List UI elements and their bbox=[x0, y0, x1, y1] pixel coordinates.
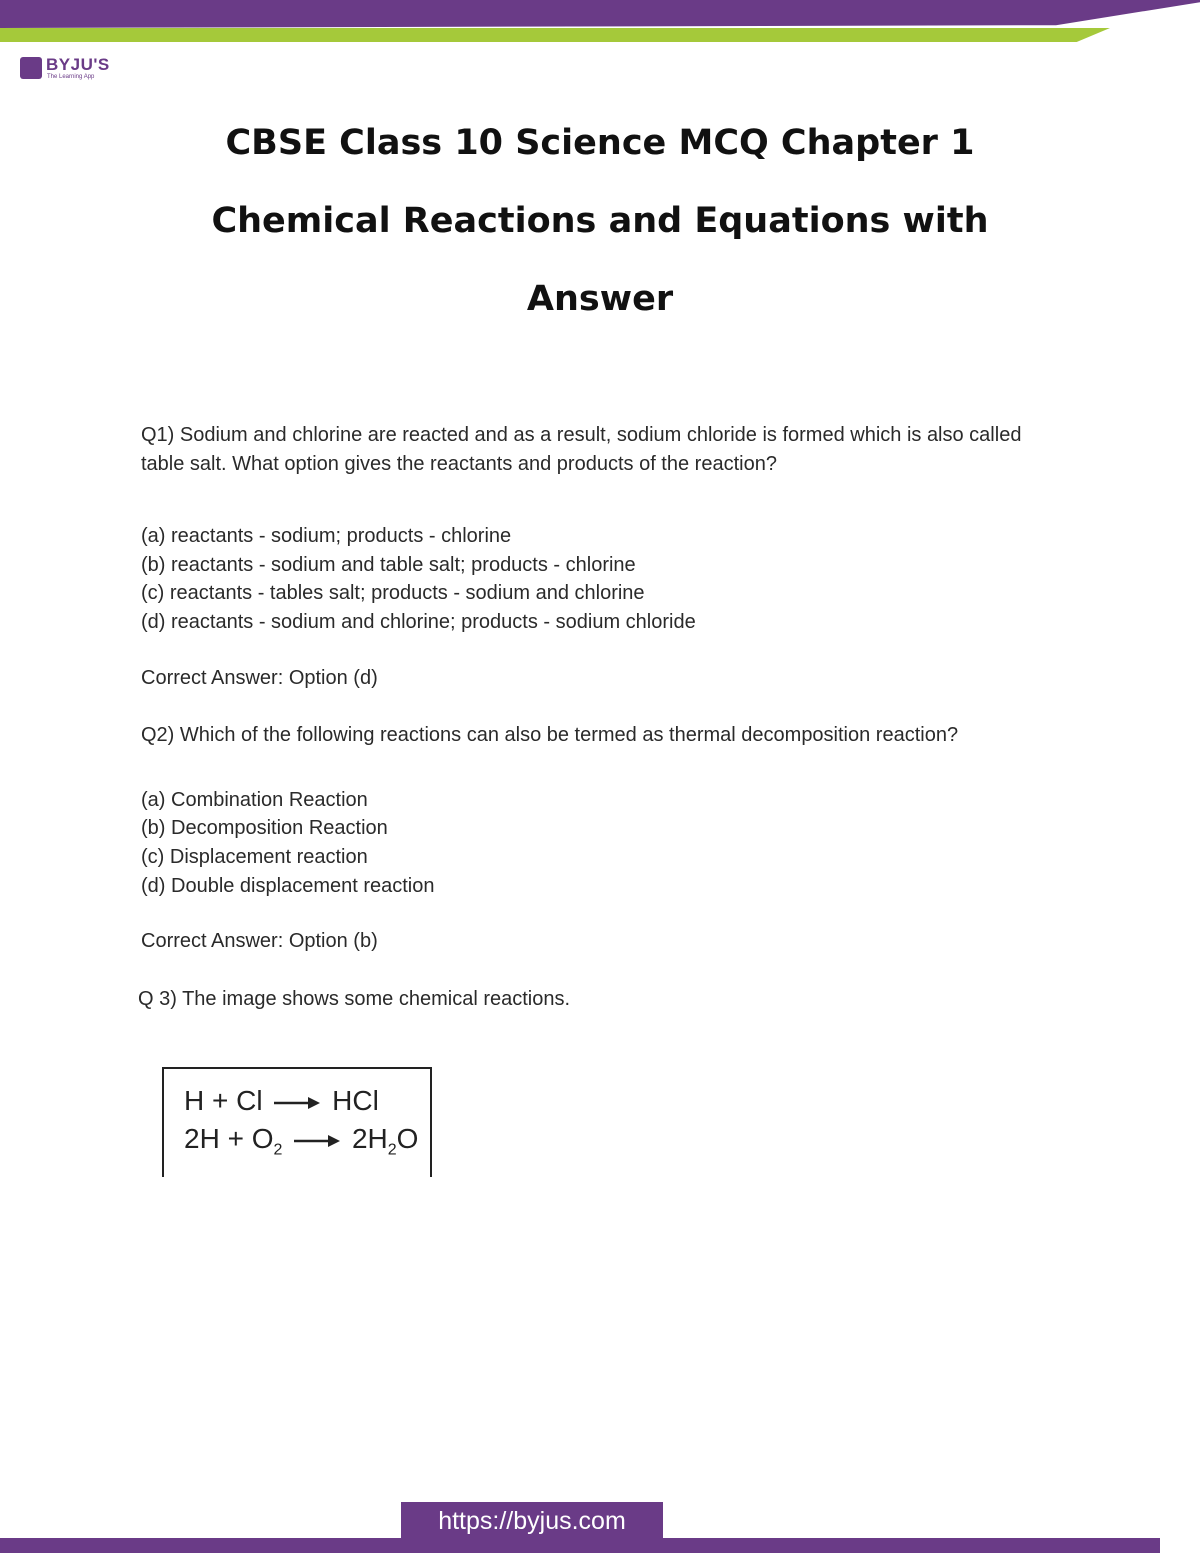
title-line: CBSE Class 10 Science MCQ Chapter 1 bbox=[225, 123, 975, 163]
question-2: Q2) Which of the following reactions can also be termed as thermal decomposition reaction? bbox=[141, 724, 959, 747]
product-part: O bbox=[396, 1123, 419, 1154]
title-line: Chemical Reactions and Equations with bbox=[211, 201, 989, 241]
question-2-answer: Correct Answer: Option (b) bbox=[141, 930, 378, 953]
product-part: 2H bbox=[351, 1123, 388, 1154]
option-item: (b) reactants - sodium and table salt; products - chlorine bbox=[141, 553, 636, 576]
reaction-arrow-icon bbox=[294, 1133, 340, 1149]
page-title bbox=[150, 104, 1050, 338]
option-item: (a) Combination Reaction bbox=[141, 788, 368, 811]
question-1-options bbox=[141, 522, 1061, 636]
logo-tagline: The Learning App bbox=[47, 74, 95, 80]
option-item: (d) Double displacement reaction bbox=[141, 874, 435, 897]
header-band-green bbox=[0, 28, 1110, 42]
logo-text: BYJU'S bbox=[46, 55, 110, 74]
equation-2-reactants: 2H + O bbox=[184, 1123, 274, 1154]
equation-1-products: HCl bbox=[332, 1085, 379, 1116]
reaction-equations-image bbox=[162, 1067, 432, 1177]
option-item: (c) Displacement reaction bbox=[141, 845, 368, 868]
reaction-arrow-icon bbox=[274, 1095, 320, 1111]
byjus-logo bbox=[20, 55, 120, 85]
equation-1-reactants: H + Cl bbox=[184, 1085, 263, 1116]
subscript: 2 bbox=[387, 1141, 397, 1159]
equation-1 bbox=[184, 1085, 379, 1117]
title-line: Answer bbox=[526, 279, 674, 319]
equation-2 bbox=[184, 1123, 418, 1160]
equation-2-products bbox=[351, 1123, 419, 1159]
option-item: (a) reactants - sodium; products - chlorine bbox=[141, 525, 512, 548]
logo-mark-icon bbox=[20, 57, 42, 79]
subscript: 2 bbox=[273, 1141, 283, 1159]
option-item: (c) reactants - tables salt; products - sodium and chlorine bbox=[141, 582, 645, 605]
footer-band bbox=[0, 1538, 1160, 1553]
question-3: Q 3) The image shows some chemical reactions. bbox=[138, 987, 571, 1010]
option-item: (b) Decomposition Reaction bbox=[141, 817, 388, 840]
header-band-purple bbox=[0, 0, 1200, 28]
mcq-content bbox=[138, 421, 1061, 1013]
question-1: Q1) Sodium and chlorine are reacted and as a result, sodium chloride is formed which is also called table salt. What option gives the reactants and products of the reaction? bbox=[141, 424, 1022, 475]
option-item: (d) reactants - sodium and chlorine; products - sodium chloride bbox=[141, 610, 696, 633]
footer-website-link[interactable]: https://byjus.com bbox=[401, 1502, 663, 1538]
question-2-options bbox=[141, 786, 1061, 900]
question-1-answer: Correct Answer: Option (d) bbox=[141, 666, 378, 689]
